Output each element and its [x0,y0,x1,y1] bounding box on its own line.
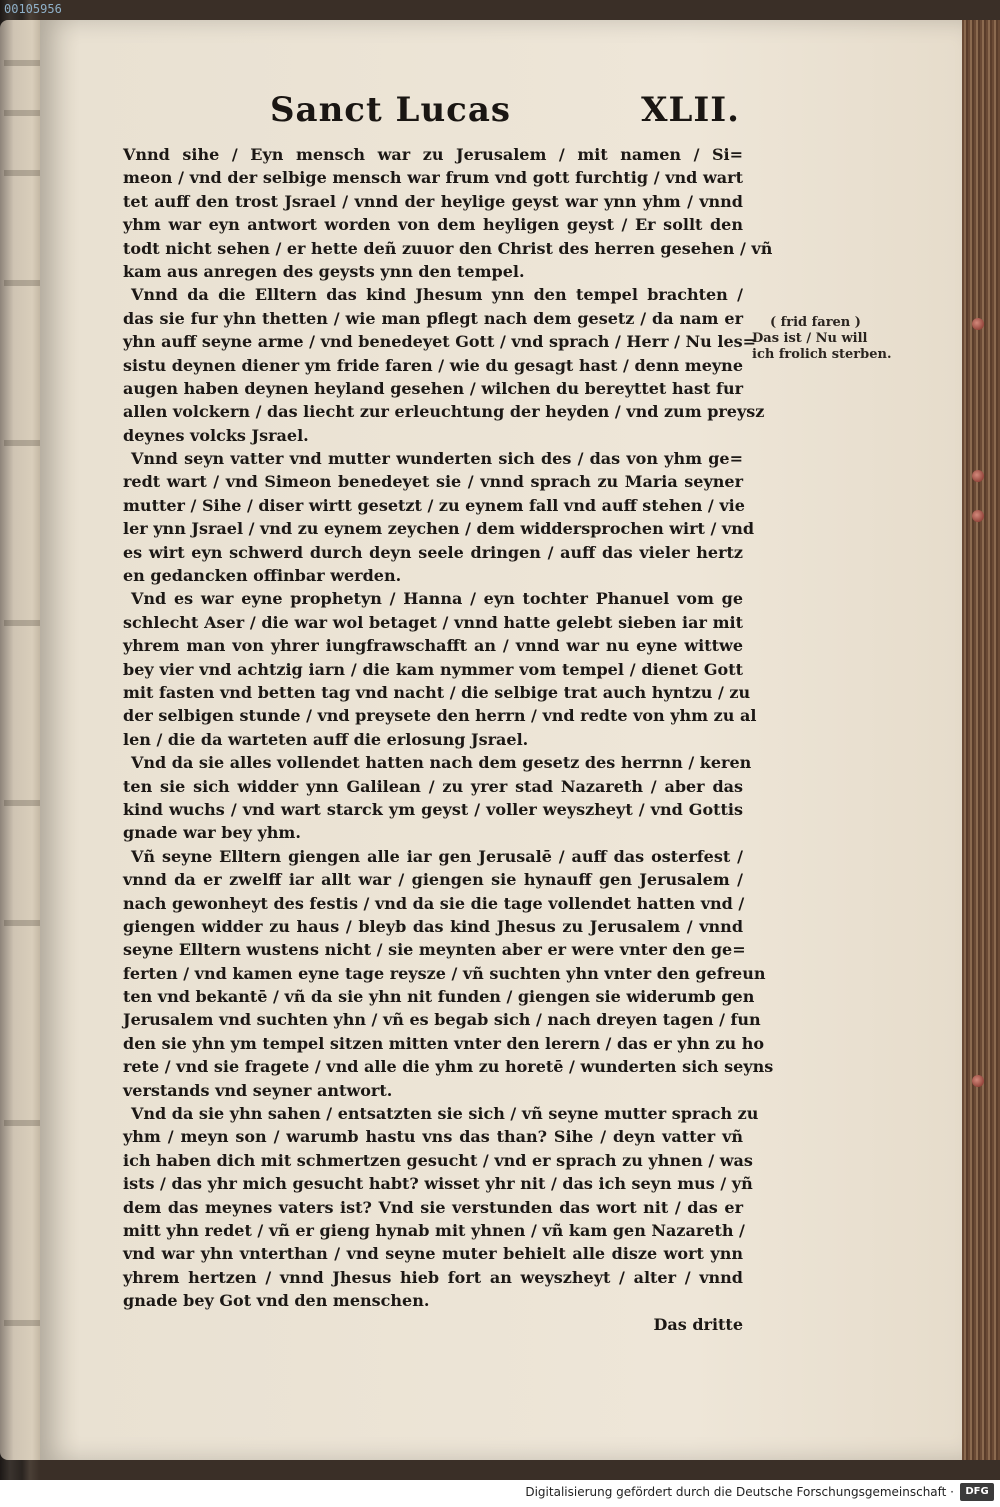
text-line: den sie yhn ym tempel sitzen mitten vnter den lerern / das er yhn zu ho [123,1033,764,1053]
text-line: Vnnd sihe / Eyn mensch war zu Jerusalem / mit namen / Si= [123,145,743,164]
text-line: Vnd es war eyne prophetyn / Hanna / eyn tochter Phanuel vom ge [131,589,743,609]
text-line: mit fasten vnd betten tag vnd nacht / die selbige trat auch hyntzu / zu [123,682,751,702]
text-line: len / die da warteten auff die erlosung Jsrael. [123,729,529,749]
binding-pin [972,318,984,330]
text-line: bey vier vnd achtzig iarn / die kam nymmer vom tempel / dienet Gott [123,659,743,679]
text-line: kam aus anregen des geysts ynn den tempel. [123,261,525,281]
gloss-line: Das ist / Nu will [752,331,868,346]
text-line: tet auff den trost Jsrael / vnnd der heylige geyst war ynn yhm / vnnd [123,191,743,211]
text-line: vnnd da er zwelff iar allt war / giengen sie hynauff gen Jerusalem / [123,870,743,890]
gloss-line: ich frolich sterben. [752,347,892,362]
text-line: ten vnd bekantē / vñ da sie yhn nit funden / giengen sie widerumb gen [123,987,755,1007]
running-head: Sanct Lucas [270,90,512,130]
folio-number: XLII. [641,90,740,130]
text-line: Vñ seyne Elltern giengen alle iar gen Jerusalē / auff das osterfest / [131,846,743,866]
text-line: giengen widder zu haus / bleyb das kind Jhesus zu Jerusalem / vnnd [123,916,743,936]
text-line: verstands vnd seyner antwort. [123,1080,393,1100]
text-line: Jerusalem vnd suchten yhn / vñ es begab sich / nach dreyen tagen / fun [123,1010,761,1030]
text-line: Vnnd seyn vatter vnd mutter wunderten sich des / das von yhm ge= [131,449,743,469]
text-line: ten sie sich widder ynn Galilean / zu yrer stad Nazareth / aber das [123,776,743,796]
text-line: schlecht Aser / die war wol betaget / vnnd hatte gelebt sieben iar mit [123,612,743,632]
text-line: redt wart / vnd Simeon benedeyet sie / vnnd sprach zu Maria seyner [123,472,743,492]
book-fore-edge [962,20,1000,1460]
gloss-line: ( frid faren ) [770,315,861,330]
text-line: kind wuchs / vnd wart starck ym geyst / voller weyszheyt / vnd Gottis [123,799,743,819]
page-header [270,90,740,140]
text-line: mutter / Sihe / diser wirtt gesetzt / zu eynem fall vnd auff stehen / vie [123,495,745,515]
text-line: ich haben dich mit schmertzen gesucht / vnd er sprach zu yhnen / was [123,1150,753,1170]
text-line: augen haben deynen heyland gesehen / wilchen du bereyttet hast fur [123,378,743,398]
dfg-logo: DFG [960,1483,994,1501]
binding-pin [972,510,984,522]
text-line: yhrem man von yhrer iungfrawschafft an / vnnd war nu eyne wittwe [123,636,743,656]
binding-pin [972,470,984,482]
footer-bar [0,1480,1000,1507]
text-line: es wirt eyn schwerd durch deyn seele dringen / auff das vieler hertz [123,542,743,562]
text-line: yhm war eyn antwort worden von dem heyligen geyst / Er sollt den [123,215,743,235]
text-line: nach gewonheyt des festis / vnd da sie die tage vollendet hatten vnd / [123,893,745,913]
text-line: todt nicht sehen / er hette deñ zuuor den Christ des herren gesehen / vñ [123,238,773,258]
text-line: yhrem hertzen / vnnd Jhesus hieb fort an weyszheyt / alter / vnnd [123,1267,743,1287]
text-line: dem das meynes vaters ist? Vnd sie verstunden das wort nit / das er [123,1197,743,1217]
body-text [123,143,774,1336]
text-line: Vnd da sie yhn sahen / entsatzten sie sich / vñ seyne mutter sprach zu [131,1104,759,1124]
text-line: der selbigen stunde / vnd preysete den herrn / vnd redte von yhm zu al [123,706,757,726]
text-line: rete / vnd sie fragete / vnd alle die yhm zu horetē / wunderten sich seyns [123,1057,774,1077]
text-line: vnd war yhn vnterthan / vnd seyne muter behielt alle disze wort ynn [123,1244,743,1264]
text-line: meon / vnd der selbige mensch war frum vnd gott furchtig / vnd wart [123,168,743,188]
text-line: Vnnd da die Elltern das kind Jhesum ynn den tempel brachten / [131,285,743,305]
text-line: deynes volcks Jsrael. [123,425,309,445]
text-line: ferten / vnd kamen eyne tage reysze / vñ suchten yhn vnter den gefreun [123,963,766,983]
text-line: allen volckern / das liecht zur erleuchtung der heyden / vnd zum preysz [123,402,765,422]
text-line: seyne Elltern wustens nicht / sie meynten aber er were vnter den ge= [123,940,746,960]
text-line: ists / das yhr mich gesucht habt? wisset yhr nit / das ich seyn mus / yñ [123,1174,753,1194]
text-line: yhn auff seyne arme / vnd benedeyet Gott / vnd sprach / Herr / Nu les= [123,332,757,352]
scan-id-label: 00105956 [4,2,62,16]
catchword: Das dritte [653,1314,743,1334]
funding-note: Digitalisierung gefördert durch die Deutsche Forschungsgemeinschaft · [525,1485,954,1499]
text-line: gnade bey Got vnd den menschen. [123,1291,430,1311]
binding-pin [972,1075,984,1087]
text-line: das sie fur yhn thetten / wie man pflegt nach dem gesetz / da nam er [123,308,743,328]
text-line: mitt yhn redet / vñ er gieng hynab mit yhnen / vñ kam gen Nazareth / [123,1220,745,1240]
text-line: en gedancken offinbar werden. [123,566,402,586]
marginal-gloss [752,315,892,363]
text-line: gnade war bey yhm. [123,823,301,843]
text-line: ler ynn Jsrael / vnd zu eynem zeychen / dem widdersprochen wirt / vnd [123,519,755,539]
text-line: sistu deynen diener ym fride faren / wie du gesagt hast / denn meyne [123,355,743,375]
text-line: yhm / meyn son / warumb hastu vns das than? Sihe / deyn vatter vñ [123,1127,743,1147]
text-line: Vnd da sie alles vollendet hatten nach dem gesetz des herrnn / keren [131,753,752,773]
